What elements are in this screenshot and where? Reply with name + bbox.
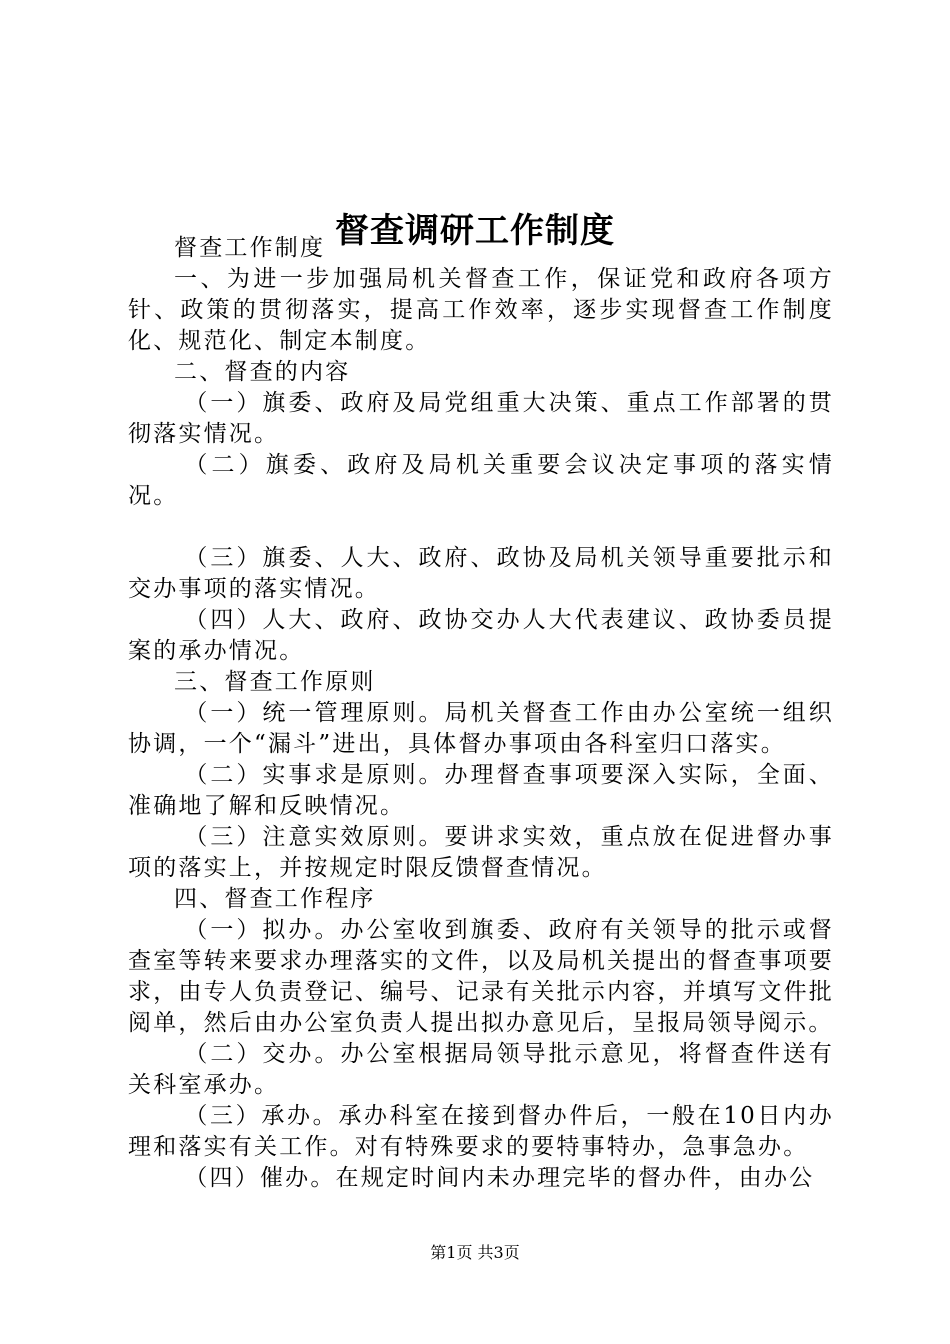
page-number-footer: 第1页 共3页 [430,1243,520,1262]
paragraph: 一、为进一步加强局机关督查工作，保证党和政府各项方针、政策的贯彻落实，提高工作效率，逐步实现督查工作制度化、规范化、制定本制度。 [128,266,834,354]
paragraph: （三）注意实效原则。要讲求实效，重点放在促进督办事项的落实上，并按规定时限反馈督查情况。 [128,824,834,881]
document-title: 督查调研工作制度 [335,210,615,251]
paragraph: （一）旗委、政府及局党组重大决策、重点工作部署的贯彻落实情况。 [128,390,834,447]
paragraph: （一）拟办。办公室收到旗委、政府有关领导的批示或督查室等转来要求办理落实的文件，以及局机关提出的督查事项要求，由专人负责登记、编号、记录有关批示内容，并填写文件批阅单，然后由办公室负责人提出拟办意见后，呈报局领导阅示。 [128,917,834,1036]
paragraph: 督查工作制度 [174,235,326,261]
paragraph: （二）交办。办公室根据局领导批示意见，将督查件送有关科室承办。 [128,1041,834,1098]
section-heading: 四、督查工作程序 [174,886,376,912]
section-heading: 二、督查的内容 [174,359,351,385]
paragraph: （一）统一管理原则。局机关督查工作由办公室统一组织协调，一个“漏斗”进出，具体督办事项由各科室归口落实。 [128,700,834,757]
paragraph: （四）人大、政府、政协交办人大代表建议、政协委员提案的承办情况。 [128,607,834,664]
document-body [128,233,834,1194]
paragraph: （三）承办。承办科室在接到督办件后，一般在10日内办理和落实有关工作。对有特殊要求的要特事特办，急事急办。 [128,1103,834,1160]
paragraph: （二）实事求是原则。办理督查事项要深入实际，全面、准确地了解和反映情况。 [128,762,834,819]
section-heading: 三、督查工作原则 [174,669,376,695]
paragraph: （二）旗委、政府及局机关重要会议决定事项的落实情况。 [128,452,834,509]
paragraph: （三）旗委、人大、政府、政协及局机关领导重要批示和交办事项的落实情况。 [128,545,834,602]
paragraph: （四）催办。在规定时间内未办理完毕的督办件，由办公 [184,1165,815,1191]
